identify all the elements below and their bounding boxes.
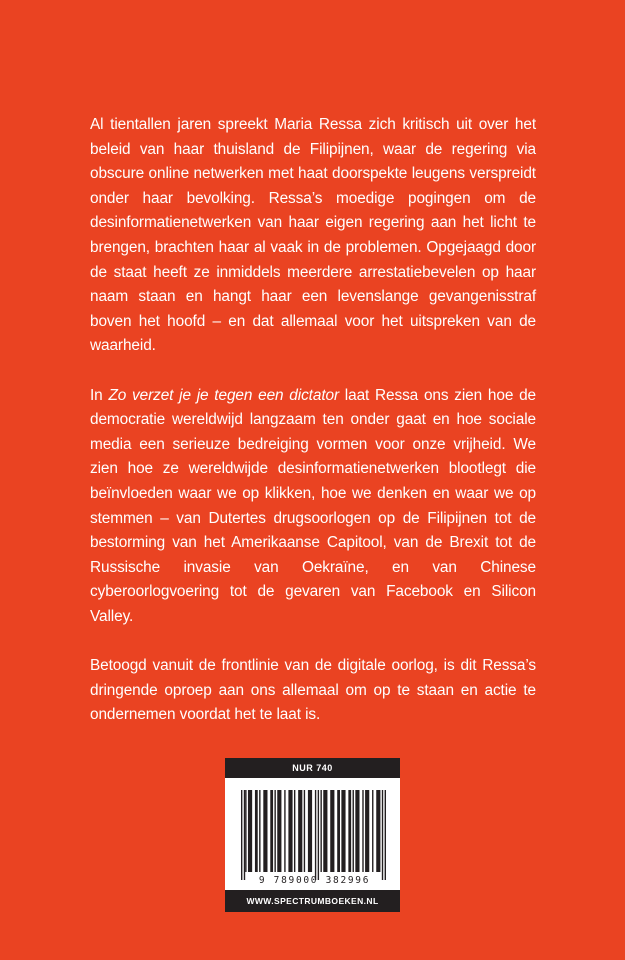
barcode-bar — [284, 790, 285, 872]
book-title-italic: Zo verzet je je tegen een dictator — [108, 386, 339, 404]
barcode-box — [225, 778, 400, 890]
barcode-bar — [362, 790, 363, 872]
barcode-bar — [255, 790, 258, 872]
barcode-bar — [308, 790, 312, 872]
barcode-bar — [274, 790, 275, 872]
barcode-bar — [348, 790, 351, 872]
barcode-bar — [318, 790, 319, 880]
barcode-bar — [244, 790, 245, 880]
barcode-bar — [259, 790, 260, 872]
barcode-bar — [341, 790, 345, 872]
isbn-barcode — [225, 778, 400, 890]
publisher-url: WWW.SPECTRUMBOEKEN.NL — [225, 890, 400, 912]
isbn-number: 9 789000 382996 — [258, 875, 371, 886]
barcode-bar — [382, 790, 383, 880]
blurb-p2-rest: laat Ressa ons zien hoe de democratie wereldwijd langzaam ten onder gaat en hoe sociale media een serieuze bedreiging vormen voor onze vrijheid. We zien hoe ze wereldwijde desinformatienetwerken blootlegt die beïnvloeden waar we op klikken, hoe we denken en waar we op stemmen – van Dutertes drugsoorlogen op de Filipijnen tot de bestorming van het Amerikaanse Capitool, van de Brexit tot de Russische invasie van Oekraïne, en van Chinese cyberoorlogvoering tot de gevaren van Facebook en Silicon Valley. — [90, 386, 537, 625]
barcode-bar — [241, 790, 242, 880]
barcode-bar — [320, 790, 321, 872]
barcode-bar — [288, 790, 292, 872]
barcode-bar — [353, 790, 354, 872]
blurb-p2-prefix: In — [90, 386, 109, 404]
barcode-bar — [337, 790, 340, 872]
blurb-paragraph-3: Betoogd vanuit de frontlinie van de digitale oorlog, is dit Ressa’s dringende oproep aan ons allemaal om op te staan en actie te ondernemen voordat het te laat is. — [90, 657, 536, 724]
barcode-bar — [263, 790, 267, 872]
barcode-block — [225, 758, 400, 912]
barcode-bar — [355, 790, 359, 872]
blurb-paragraph-1: Al tientallen jaren spreekt Maria Ressa zich kritisch uit over het beleid van haar thuisland de Filipijnen, waar de regering via obscure online netwerken met haat doorspekte leugens verspreidt onder haar bevolking. Ressa’s moedige pogingen om de desinformatienetwerken van haar eigen regering aan het licht te brengen, brachten haar al vaak in de problemen. Opgejaagd door de staat heeft ze inmiddels meerdere arrestatiebevelen op haar naam staan en hangt haar een levenslange gevangenisstraf boven het hoofd – en dat allemaal voor het uitspreken van de waarheid. — [90, 116, 536, 355]
barcode-bar — [277, 790, 281, 872]
barcode-bar — [385, 790, 386, 880]
barcode-bar — [365, 790, 369, 872]
barcode-bar — [330, 790, 334, 872]
back-cover-blurb — [90, 113, 536, 728]
barcode-bar — [323, 790, 327, 872]
barcode-bar — [270, 790, 273, 872]
barcode-bar — [248, 790, 252, 872]
barcode-bar — [376, 790, 380, 872]
barcode-bar — [294, 790, 295, 872]
barcode-bar — [304, 790, 305, 872]
barcode-bar — [298, 790, 302, 872]
barcode-bar — [245, 790, 246, 872]
barcode-bar — [372, 790, 373, 872]
barcode-bar — [315, 790, 316, 880]
nur-label: NUR 740 — [225, 758, 400, 778]
blurb-paragraph-2 — [90, 384, 536, 630]
